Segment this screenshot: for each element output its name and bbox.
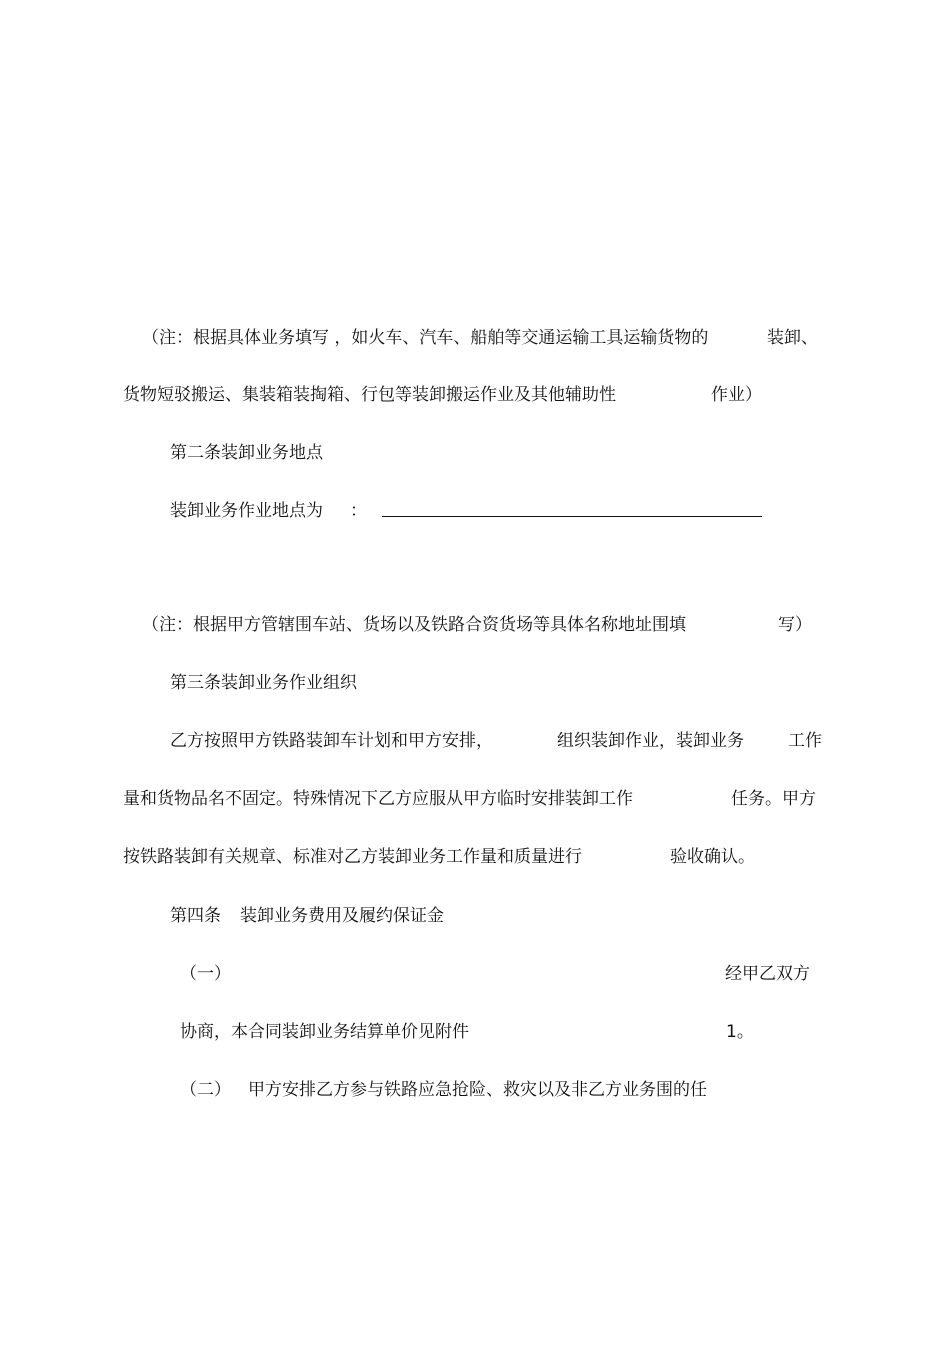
article2-heading: 第二条装卸业务地点 xyxy=(170,443,323,463)
article3-line1-a: 乙方按照甲方铁路装卸车计划和甲方安排， xyxy=(170,731,493,751)
item1-end: 1。 xyxy=(726,1022,754,1042)
location-colon: ： xyxy=(350,501,367,521)
article4-heading-number: 第四条 xyxy=(170,906,221,926)
note1-line1-end: 装卸、 xyxy=(767,328,818,348)
item1-label: （一） xyxy=(180,964,231,984)
item1-text: 经甲乙双方 xyxy=(725,964,810,984)
article3-line2-b: 任务。甲方 xyxy=(731,789,816,809)
article3-line2-a: 量和货物品名不固定。特殊情况下乙方应服从甲方临时安排装卸工作 xyxy=(123,789,633,809)
item2-label: （二） xyxy=(180,1080,231,1100)
article3-line1-b: 组织装卸作业，装卸业务 xyxy=(557,731,744,751)
article4-heading-text: 装卸业务费用及履约保证金 xyxy=(240,906,444,926)
article3-line3-b: 验收确认。 xyxy=(670,847,755,867)
item1-continuation: 协商，本合同装卸业务结算单价见附件 xyxy=(180,1022,469,1042)
item2-text: 甲方安排乙方参与铁路应急抢险、救灾以及非乙方业务围的任 xyxy=(248,1080,707,1100)
location-blank-line[interactable] xyxy=(382,516,762,517)
article3-line1-c: 工作 xyxy=(788,731,822,751)
note2-line1: （注：根据甲方管辖围车站、货场以及铁路合资货场等具体名称地址围填 xyxy=(142,615,686,635)
article3-line3-a: 按铁路装卸有关规章、标准对乙方装卸业务工作量和质量进行 xyxy=(123,847,582,867)
note1-line1: （注：根据具体业务填写 ，如火车、汽车、船舶等交通运输工具运输货物的 xyxy=(142,328,709,348)
note2-line1-end: 写） xyxy=(778,615,812,635)
note1-line2: 货物短驳搬运、集装箱装掏箱、行包等装卸搬运作业及其他辅助性 xyxy=(123,385,616,405)
note1-line2-end: 作业） xyxy=(711,385,762,405)
article3-heading: 第三条装卸业务作业组织 xyxy=(170,673,357,693)
location-label: 装卸业务作业地点为 xyxy=(170,501,323,521)
